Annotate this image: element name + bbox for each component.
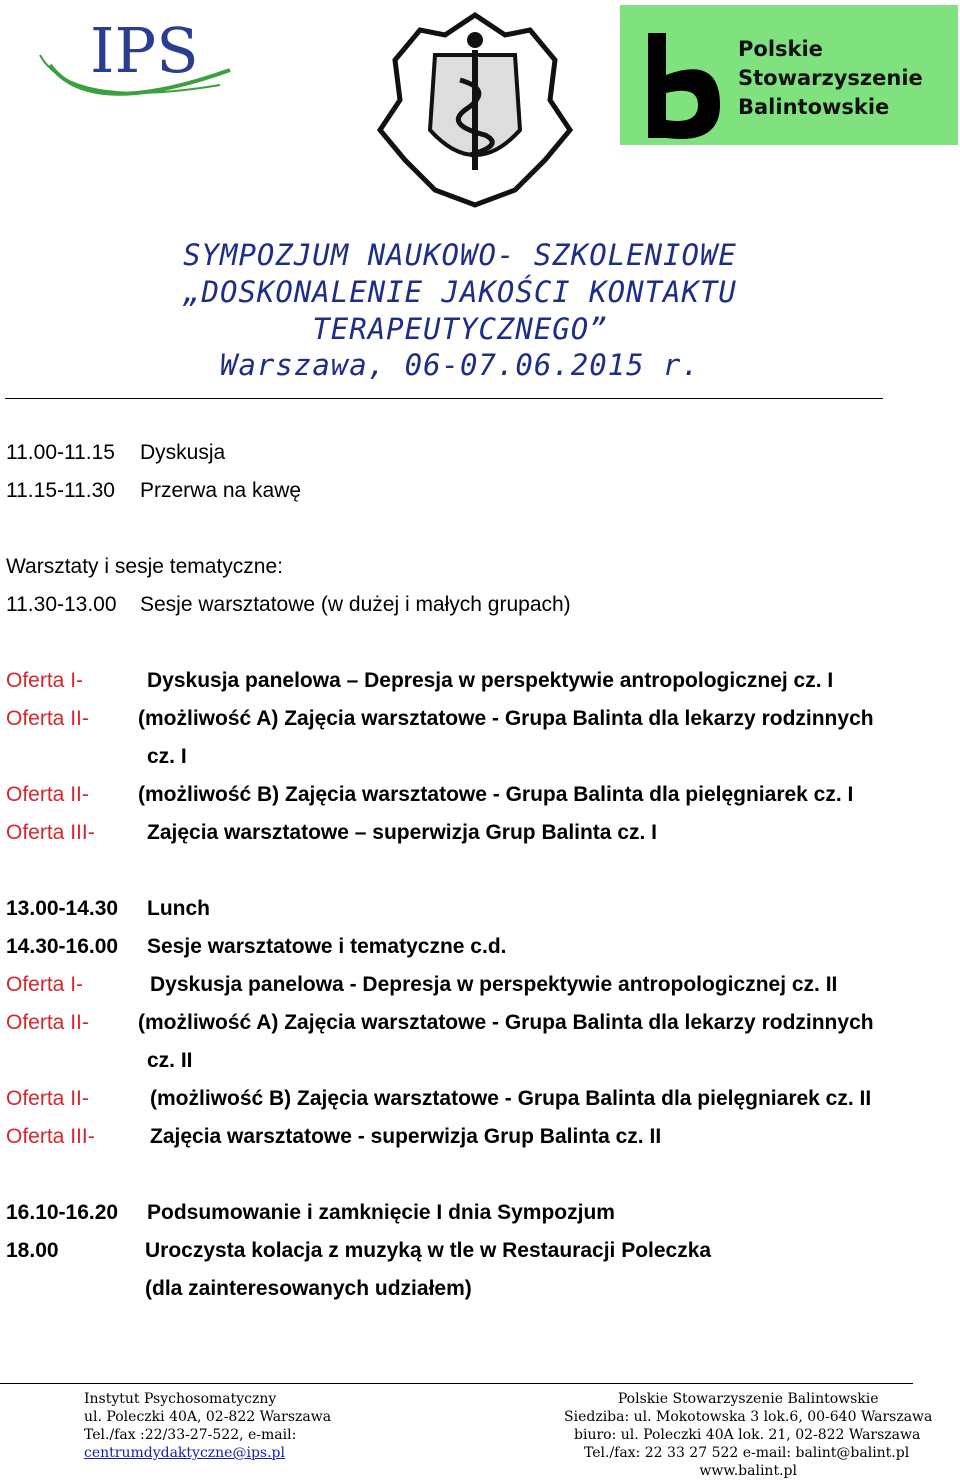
ips-logo-text: IPS	[90, 14, 199, 87]
footer-right-name: Polskie Stowarzyszenie Balintowskie	[617, 1391, 879, 1407]
title-line-2: „DOSKONALENIE JAKOŚCI KONTAKTU	[183, 275, 737, 309]
offer-text: (możliwość B) Zajęcia warsztatowe - Grupa Balinta dla pielęgniarek cz. I	[138, 783, 854, 806]
item-3: Lunch	[147, 897, 210, 920]
footer-right-seat: Siedziba: ul. Mokotowska 3 lok.6, 00-640 Warszawa	[564, 1409, 933, 1425]
item-4: Sesje warsztatowe i tematyczne c.d.	[147, 935, 507, 958]
offer-name: Oferta II-	[6, 1011, 89, 1034]
offer-text: (możliwość B) Zajęcia warsztatowe - Grupa Balinta dla pielęgniarek cz. II	[150, 1087, 872, 1110]
offer-text-cont: cz. II	[147, 1049, 193, 1072]
time-4: 14.30-16.00	[6, 935, 119, 958]
footer-left	[84, 1390, 331, 1462]
offer-text: Zajęcia warsztatowe - superwizja Grup Balinta cz. II	[150, 1125, 662, 1148]
offer-name: Oferta II-	[6, 783, 89, 806]
item-5: Podsumowanie i zamknięcie I dnia Sympozjum	[147, 1201, 615, 1224]
session1-label: Sesje warsztatowe (w dużej i małych grupach)	[140, 593, 571, 616]
offer-text: Dyskusja panelowa – Depresja w perspektywie antropologicznej cz. I	[147, 669, 834, 692]
footer-divider	[0, 1383, 913, 1384]
title-line-3: TERAPEUTYCZNEGO”	[312, 312, 608, 346]
workshops-heading: Warsztaty i sesje tematyczne:	[6, 555, 283, 578]
psb-logo-line-2: Stowarzyszenie	[738, 66, 923, 90]
offer-text: Zajęcia warsztatowe – superwizja Grup Balinta cz. I	[147, 821, 657, 844]
crest-logo	[355, 10, 595, 210]
footer-left-address: ul. Poleczki 40A, 02-822 Warszawa	[84, 1409, 332, 1425]
session1-time: 11.30-13.00	[6, 593, 117, 616]
item-2: Przerwa na kawę	[140, 479, 302, 502]
footer-right	[564, 1390, 932, 1480]
footer-right-web[interactable]: www.balint.pl	[699, 1463, 797, 1479]
offer-text-cont: cz. I	[147, 745, 187, 768]
title-line-1: SYMPOZJUM NAUKOWO- SZKOLENIOWE	[183, 238, 737, 272]
offer-text: (możliwość A) Zajęcia warsztatowe - Grupa Balinta dla lekarzy rodzinnych	[138, 1011, 874, 1034]
psb-logo	[620, 5, 958, 145]
offer-name: Oferta II-	[6, 1087, 89, 1110]
time-6: 18.00	[6, 1239, 59, 1262]
ips-logo	[30, 10, 240, 120]
time-5: 16.10-16.20	[6, 1201, 119, 1224]
title-line-4: Warszawa, 06-07.06.2015 r.	[220, 348, 700, 382]
footer-right-phone: Tel./fax: 22 33 27 522 e-mail: balint@balint.pl	[584, 1445, 910, 1461]
offer-name: Oferta I-	[6, 973, 84, 996]
offer-name: Oferta II-	[6, 707, 89, 730]
item-1: Dyskusja	[140, 441, 226, 464]
title-divider	[5, 398, 883, 399]
time-1: 11.00-11.15	[6, 441, 115, 464]
offer-name: Oferta III-	[6, 1125, 95, 1148]
footer-right-office: biuro: ul. Poleczki 40A lok. 21, 02-822 Warszawa	[574, 1427, 921, 1443]
offer-name: Oferta III-	[6, 821, 95, 844]
footer-left-email-link[interactable]: centrumdydaktyczne@ips.pl	[84, 1445, 285, 1461]
psb-logo-line-1: Polskie	[738, 37, 823, 61]
offer-name: Oferta I-	[6, 669, 84, 692]
time-2: 11.15-11.30	[6, 479, 115, 502]
time-3: 13.00-14.30	[6, 897, 119, 920]
offer-text: Dyskusja panelowa - Depresja w perspektywie antropologicznej cz. II	[150, 973, 838, 996]
footer-left-phone: Tel./fax :22/33-27-522, e-mail:	[84, 1427, 297, 1443]
footer-left-name: Instytut Psychosomatyczny	[84, 1391, 277, 1407]
psb-logo-line-3: Balintowskie	[738, 95, 890, 119]
offer-text: (możliwość A) Zajęcia warsztatowe - Grupa Balinta dla lekarzy rodzinnych	[138, 707, 874, 730]
item-6: Uroczysta kolacja z muzyką w tle w Restauracji Poleczka	[145, 1239, 712, 1262]
item-6-cont: (dla zainteresowanych udziałem)	[145, 1277, 472, 1300]
